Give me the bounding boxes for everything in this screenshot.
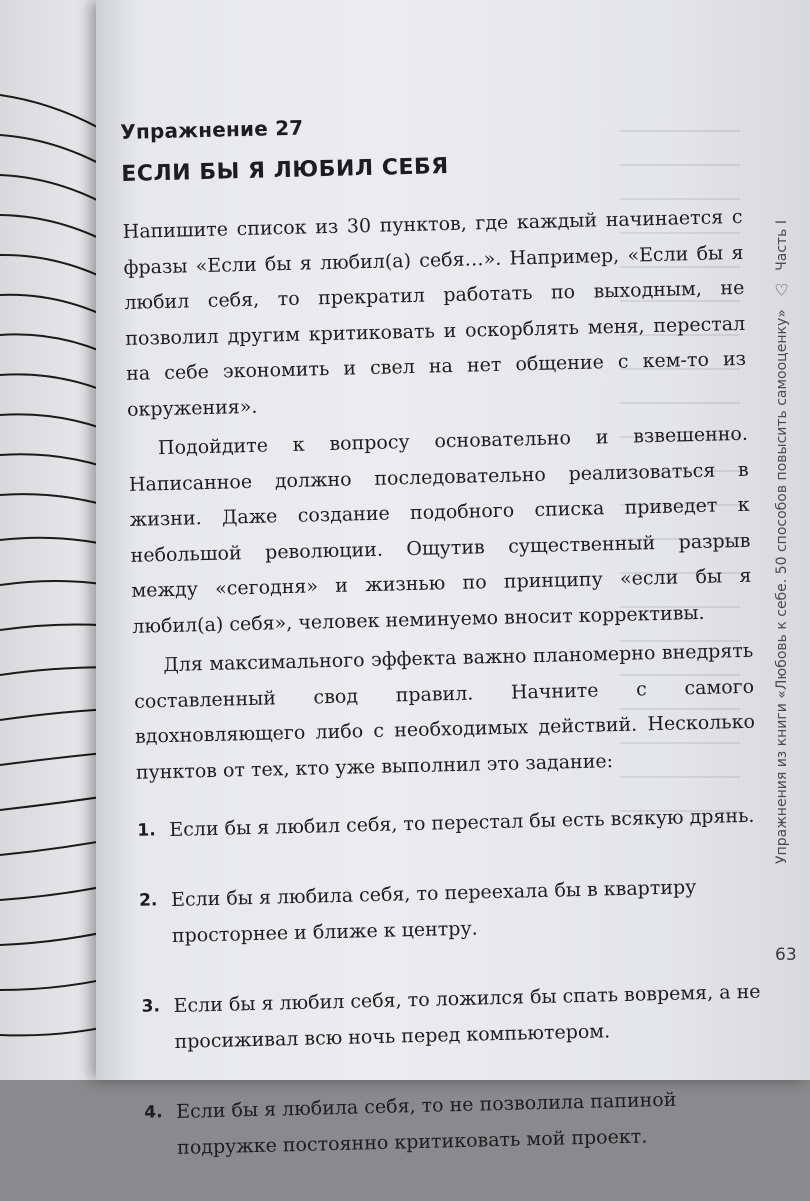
page-content xyxy=(120,105,766,1201)
paragraph-approach: Подойдите к вопросу основательно и взвешенно. Написанное должно последовательно реализоваться в жизни. Даже создание подобного списка приведет к небольшой революции. Ощутив существенный разрыв между «сегодня» и жизнью по принципу «если бы я любил(а) себя», человек неминуемо вносит коррективы. xyxy=(128,422,752,638)
paragraph-effect: Для максимального эффекта важно планомерно внедрять составленный свод правил. Начните с самого вдохновляющего либо с необходимых действий. Несколько пунктов от тех, кто уже выполнил это задание: xyxy=(133,639,756,784)
heart-icon: ♡ xyxy=(774,280,789,300)
list-item-text: Если бы я любила себя, то не позволила папиной подружке постоянно критиковать мой проект. xyxy=(175,1088,677,1159)
running-header-title: Упражнения из книги «Любовь к себе. 50 способов повысить самооценку» xyxy=(773,309,790,864)
list-item xyxy=(144,1080,766,1167)
list-item xyxy=(141,974,763,1061)
page-number: 63 xyxy=(775,945,797,965)
list-item xyxy=(139,868,761,955)
paragraph-intro: Напишите список из 30 пунктов, где каждый начинается с фразы «Если бы я любил(а) себя…». Например, «Если бы я любил себя, то прекратил работать по выходным, не позволил другим критиковать и оскорблять меня, перестал на себе экономить и свел на нет общение с кем-то из окружения». xyxy=(122,205,747,421)
list-item-number: 2. xyxy=(138,890,158,911)
list-item-text: Если бы я любил себя, то ложился бы спать вовремя, а не просиживал всю ночь перед компьютером. xyxy=(173,980,761,1053)
exercise-label: Упражнение 27 xyxy=(120,115,304,144)
running-header-part: Часть I xyxy=(773,220,790,271)
exercise-title: ЕСЛИ БЫ Я ЛЮБИЛ СЕБЯ xyxy=(121,153,449,187)
examples-list xyxy=(137,798,765,1167)
running-header xyxy=(772,220,791,920)
list-item xyxy=(137,798,758,849)
list-item-text: Если бы я любила себя, то переехала бы в квартиру просторнее и ближе к центру. xyxy=(170,876,697,947)
list-item-number: 1. xyxy=(137,820,156,841)
list-item-number: 3. xyxy=(141,996,161,1017)
list-item-number: 4. xyxy=(144,1102,163,1123)
list-item-text: Если бы я любил себя, то перестал бы есть всякую дрянь. xyxy=(169,804,755,842)
